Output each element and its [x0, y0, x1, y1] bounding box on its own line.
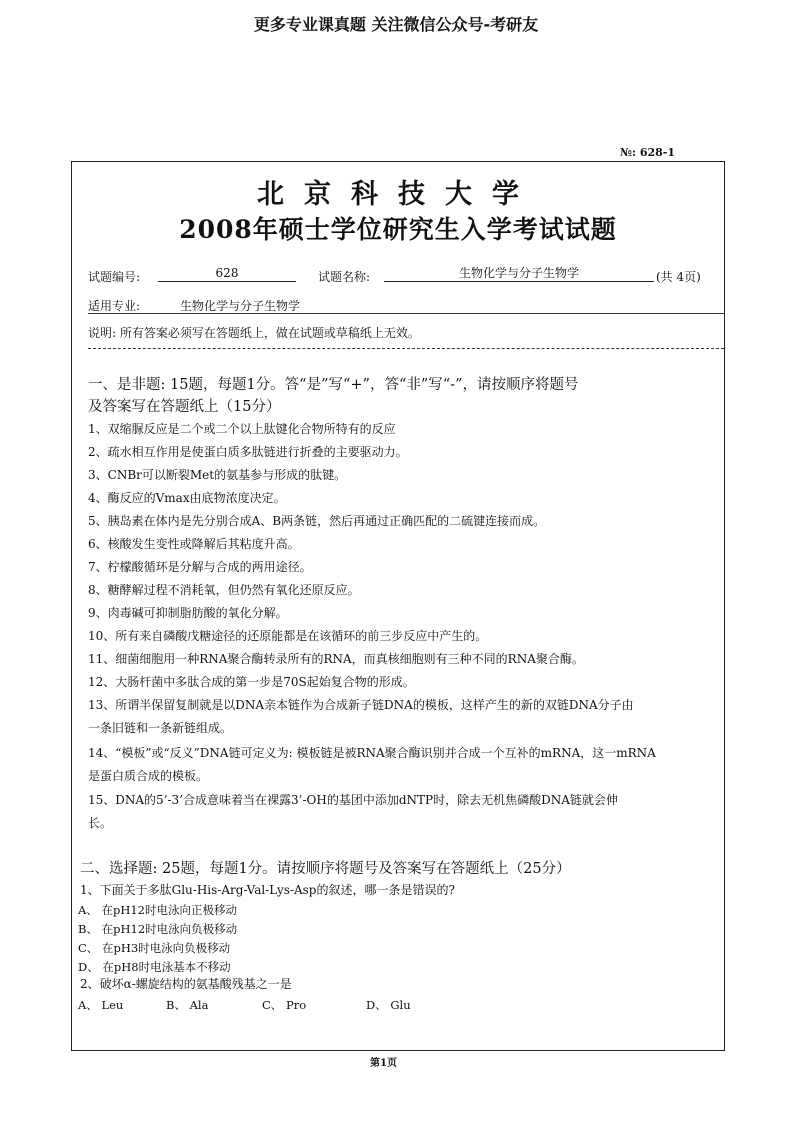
university-name: 北京科技大学	[257, 179, 539, 210]
tf-question-10: 10、所有来自磷酸戊糖途径的还原能都是在该循环的前三步反应中产生的。	[88, 629, 488, 643]
tf-question-13-cont: 一条旧链和一条新链组成。	[88, 721, 233, 735]
tf-question-14-cont: 是蛋白质合成的模板。	[88, 769, 209, 783]
tf-question-13: 13、所谓半保留复制就是以DNA亲本链作为合成新子链DNA的模板，这样产生的新的双链DNA分子由	[88, 698, 634, 712]
tf-question-7: 7、柠檬酸循环是分解与合成的两用途径。	[88, 560, 312, 574]
code-value: 628	[158, 266, 296, 282]
section2-heading: 二、选择题: 25题，每题1分。请按顺序将题号及答案写在答题纸上（25分）	[80, 861, 571, 877]
major-underline	[88, 313, 724, 314]
tf-question-14: 14、“模板”或“反义”DNA链可定义为: 模板链是被RNA聚合酶识别并合成一个互补的mRNA，这一mRNA	[88, 746, 656, 760]
mc-q1-option-b: B、 在pH12时电泳向负极移动	[78, 922, 238, 936]
exam-title: 2008年硕士学位研究生入学考试试题	[179, 215, 617, 244]
frame-bottom-line	[71, 1050, 725, 1051]
tf-question-2: 2、疏水相互作用是使蛋白质多肽链进行折叠的主要驱动力。	[88, 445, 408, 459]
tf-question-4: 4、酶反应的Vmax由底物浓度决定。	[88, 491, 286, 505]
tf-question-8: 8、糖酵解过程不消耗氧，但仍然有氧化还原反应。	[88, 583, 360, 597]
tf-question-3: 3、CNBr可以断裂Met的氨基参与形成的肽键。	[88, 468, 347, 482]
tf-question-5: 5、胰岛素在体内是先分别合成A、B两条链，然后再通过正确匹配的二硫键连接而成。	[88, 514, 546, 528]
page-footer: 第1页	[370, 1058, 397, 1069]
mc-q2-option-b: B、 Ala	[166, 998, 209, 1012]
tf-question-15: 15、DNA的5’-3’合成意味着当在裸露3’-OH的基团中添加dNTP时，除去无机焦磷酸DNA链就会伸	[88, 793, 618, 807]
mc-q1-option-a: A、 在pH12时电泳向正极移动	[78, 903, 237, 917]
tf-question-12: 12、大肠杆菌中多肽合成的第一步是70S起始复合物的形成。	[88, 675, 415, 689]
form-number: №: 628-1	[620, 146, 676, 159]
tf-question-15-cont: 长。	[88, 816, 113, 830]
tf-question-1: 1、双缩脲反应是二个或二个以上肽键化合物所特有的反应	[88, 422, 396, 436]
major-label: 适用专业:	[88, 299, 141, 313]
mc-question-1: 1、下面关于多肽Glu-His-Arg-Val-Lys-Asp的叙述，哪一条是错误的?	[80, 883, 455, 897]
mc-q1-option-c: C、 在pH3时电泳向负极移动	[78, 941, 231, 955]
mc-question-2: 2、破坏α-螺旋结构的氨基酸残基之一是	[80, 977, 292, 991]
tf-question-11: 11、细菌细胞用一种RNA聚合酶转录所有的RNA，而真核细胞则有三种不同的RNA聚合酶。	[88, 652, 584, 666]
name-value: 生物化学与分子生物学	[384, 266, 654, 282]
section1-heading-line2: 及答案写在答题纸上（15分）	[88, 399, 281, 415]
major-value: 生物化学与分子生物学	[180, 299, 301, 313]
section1-heading-line1: 一、是非题: 15题，每题1分。答“是”写“+”，答“非”写“-”，请按顺序将题号	[88, 377, 579, 393]
tf-question-9: 9、肉毒碱可抑制脂肪酸的氧化分解。	[88, 606, 288, 620]
page-count: (共 4页)	[656, 270, 701, 284]
code-label: 试题编号:	[88, 270, 141, 284]
mc-q2-option-a: A、 Leu	[78, 998, 124, 1012]
instructions-note: 说明: 所有答案必须写在答题纸上，做在试题或草稿纸上无效。	[88, 326, 420, 340]
mc-q1-option-d: D、 在pH8时电泳基本不移动	[78, 960, 231, 974]
name-label: 试题名称:	[318, 270, 371, 284]
mc-q2-option-c: C、 Pro	[262, 998, 307, 1012]
tf-question-6: 6、核酸发生变性或降解后其粘度升高。	[88, 537, 300, 551]
mc-q2-option-d: D、 Glu	[366, 998, 411, 1012]
promo-banner: 更多专业课真题 关注微信公众号-考研友	[253, 15, 539, 34]
dashed-divider	[88, 348, 724, 349]
